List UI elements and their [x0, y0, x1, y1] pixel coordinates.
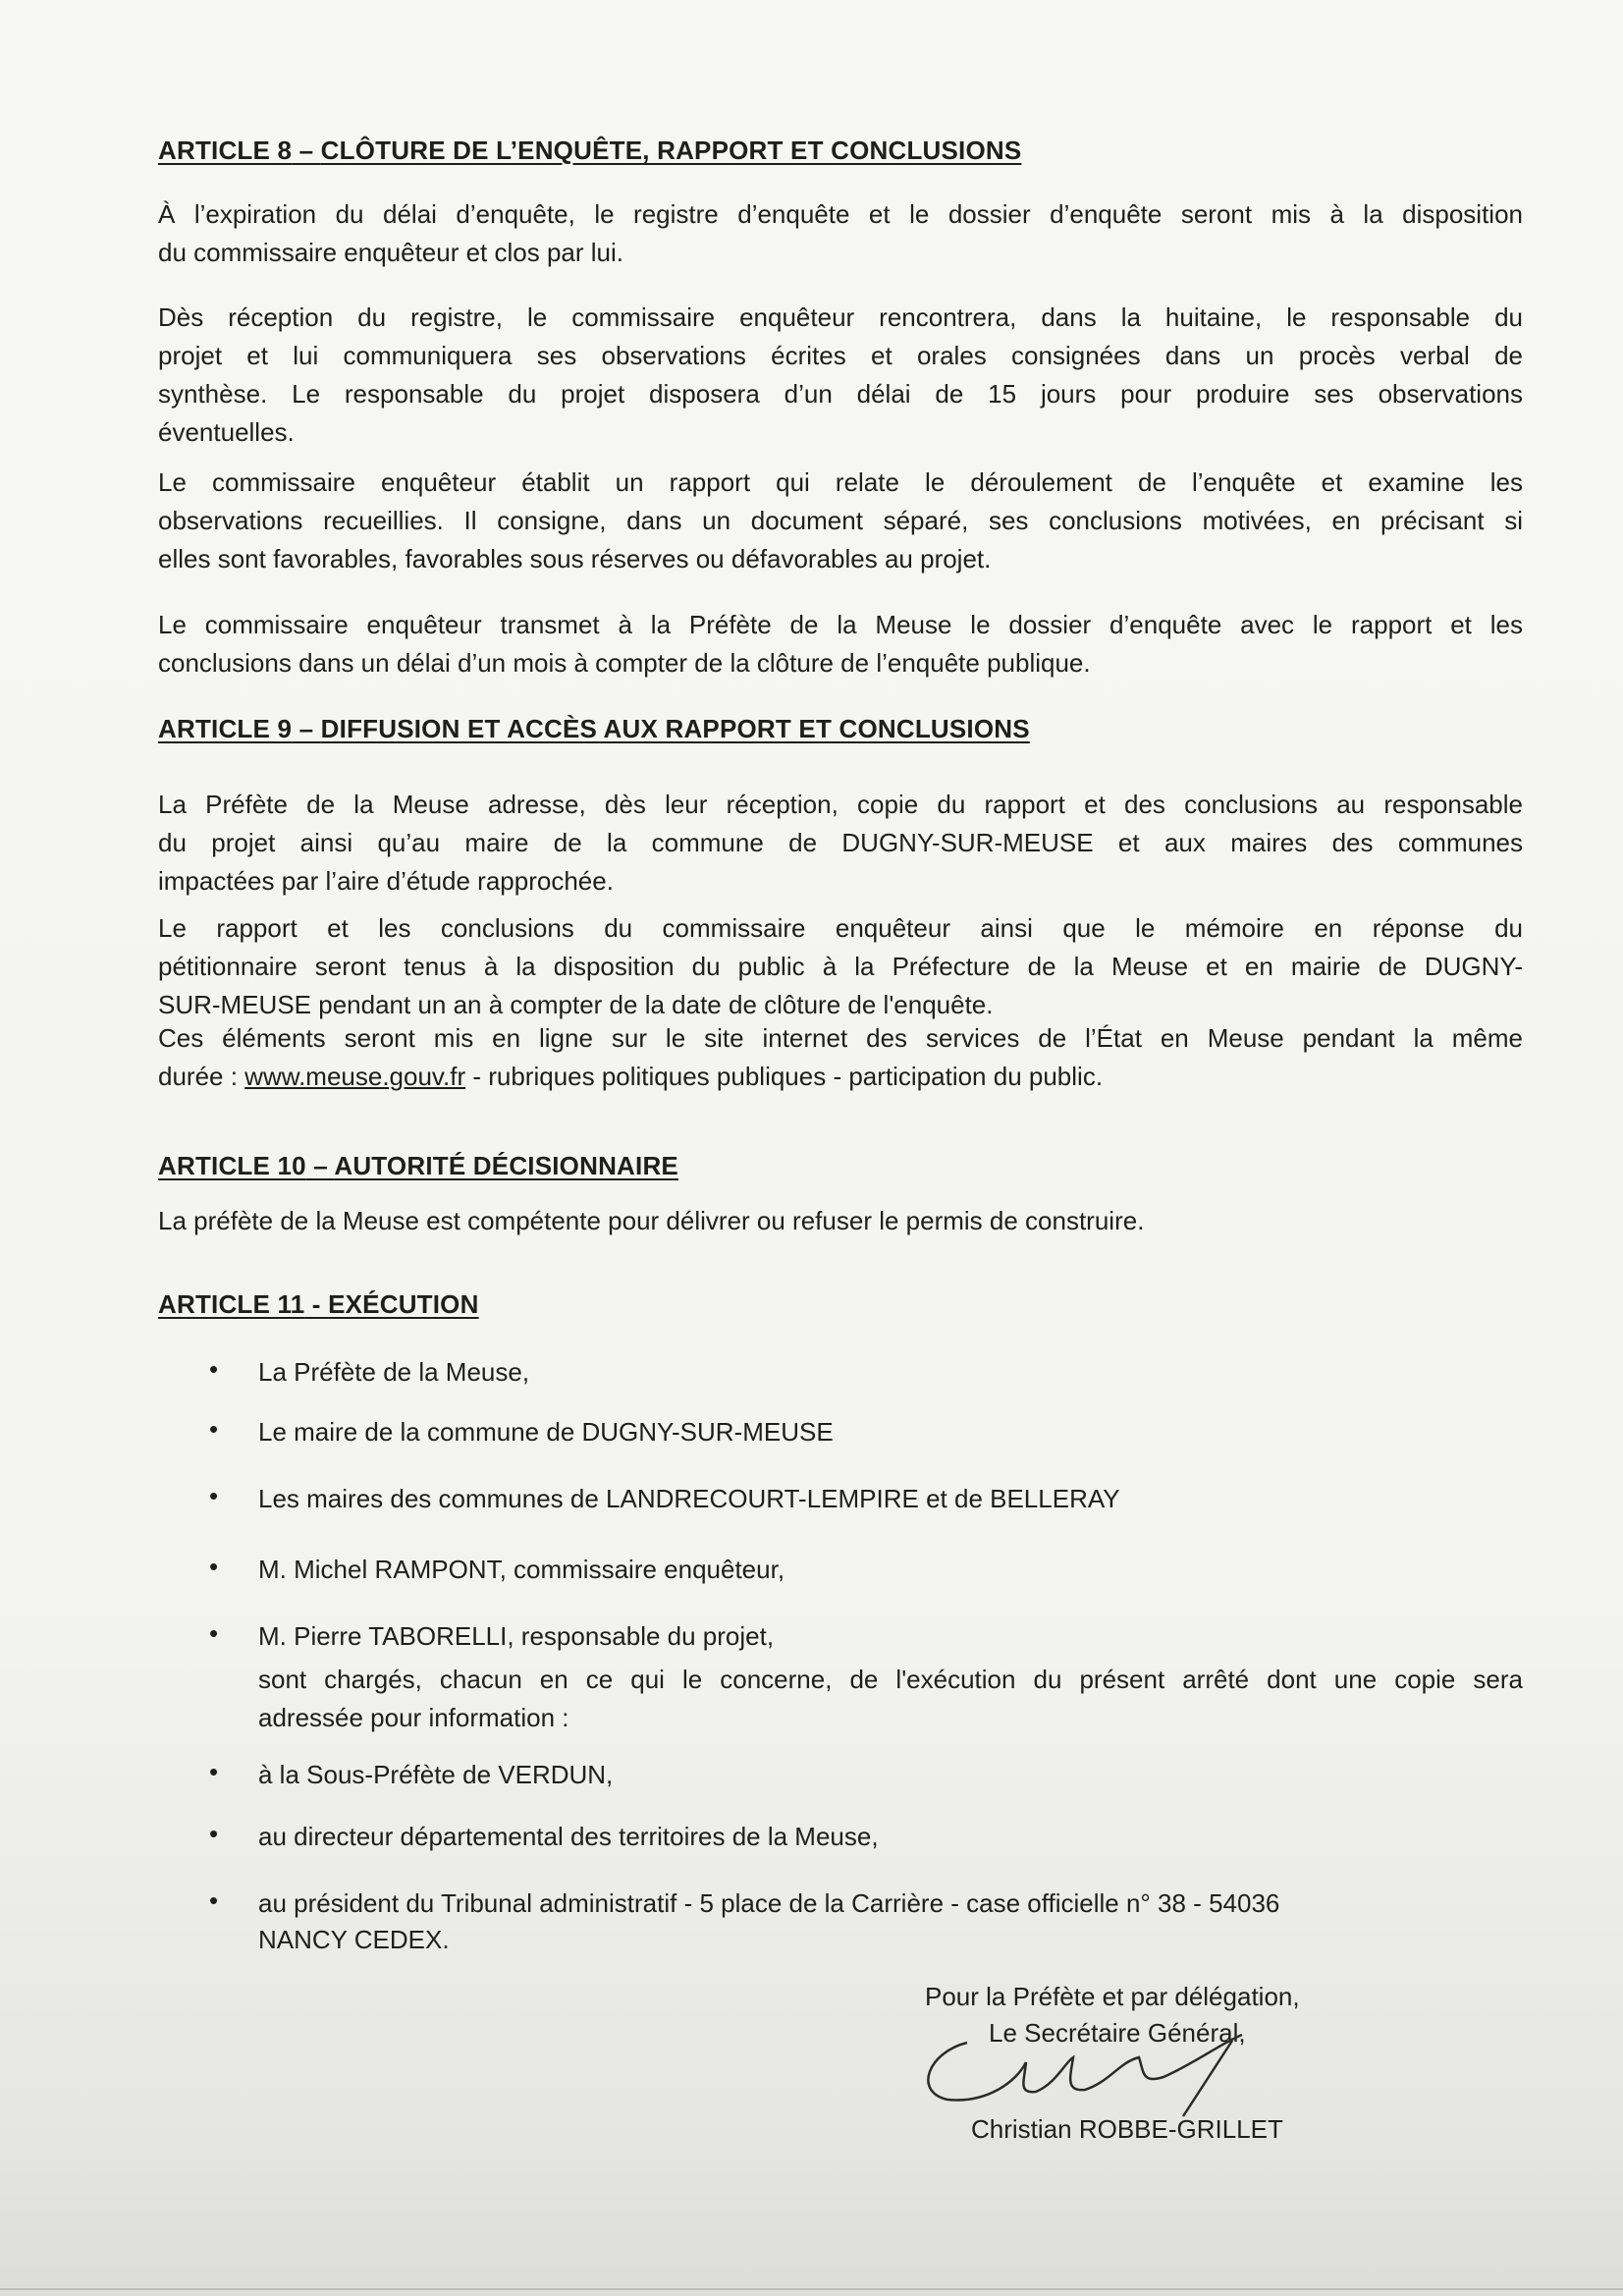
bullet-icon: •: [209, 1552, 219, 1581]
article-10-paragraph: [158, 1202, 1523, 1240]
article-9-online-paragraph: [158, 1019, 1523, 1096]
bullet-icon: •: [209, 1886, 219, 1915]
bullet-icon: •: [209, 1757, 219, 1786]
article-8-paragraph: [158, 606, 1523, 683]
text-line: Dès réception du registre, le commissaire enquêteur rencontrera, dans la huitaine, le responsable du: [158, 302, 1523, 332]
article-8-paragraph: [158, 299, 1523, 452]
bullet-icon: •: [209, 1481, 219, 1510]
bullet-icon: •: [209, 1414, 219, 1444]
text-line: elles sont favorables, favorables sous réserves ou défavorables au projet.: [158, 544, 992, 574]
handwritten-signature: [908, 2023, 1262, 2121]
text-line: sont chargés, chacun en ce qui le concerne, de l'exécution du présent arrêté dont une copie sera: [258, 1665, 1523, 1694]
text-line: pétitionnaire seront tenus à la disposition du public à la Préfecture de la Meuse et en mairie de DUGNY-: [158, 952, 1523, 981]
charged-party: La Préfète de la Meuse,: [258, 1357, 530, 1387]
article-10-heading: ARTICLE 10 – AUTORITÉ DÉCISIONNAIRE: [158, 1151, 678, 1180]
text-line: du commissaire enquêteur et clos par lui.: [158, 238, 624, 267]
bullet-icon: •: [209, 1819, 219, 1848]
bullet-icon: •: [209, 1618, 219, 1648]
text-line: conclusions dans un délai d’un mois à compter de la clôture de l’enquête publique.: [158, 648, 1091, 678]
article-8-paragraph: [158, 195, 1523, 272]
signatory-name: Christian ROBBE-GRILLET: [971, 2114, 1283, 2144]
charged-party: Les maires des communes de LANDRECOURT-LEMPIRE et de BELLERAY: [258, 1484, 1120, 1513]
text-line: Le rapport et les conclusions du commissaire enquêteur ainsi que le mémoire en réponse du: [158, 913, 1523, 943]
text-line: adressée pour information :: [258, 1703, 569, 1732]
charged-party: M. Pierre TABORELLI, responsable du projet,: [258, 1621, 775, 1651]
recipient: au président du Tribunal administratif - 5 place de la Carrière - case officielle n° 38 - 54036 NANCY CEDEX.: [258, 1888, 1280, 1954]
text-line: impactées par l’aire d’étude rapprochée.: [158, 866, 614, 896]
article-8-heading: ARTICLE 8 – CLÔTURE DE L’ENQUÊTE, RAPPORT ET CONCLUSIONS: [158, 136, 1022, 165]
signature-line-1: Pour la Préfète et par délégation,: [925, 1982, 1300, 2011]
recipient: à la Sous-Préfète de VERDUN,: [258, 1760, 614, 1789]
text-line: Le commissaire enquêteur établit un rapport qui relate le déroulement de l’enquête et examine les: [158, 467, 1523, 497]
charged-party: M. Michel RAMPONT, commissaire enquêteur,: [258, 1555, 785, 1584]
article-9-heading: ARTICLE 9 – DIFFUSION ET ACCÈS AUX RAPPORT ET CONCLUSIONS: [158, 714, 1030, 743]
page-edge-line: [0, 2288, 1623, 2290]
text-line: Le commissaire enquêteur transmet à la Préfète de la Meuse le dossier d’enquête avec le rapport et les: [158, 610, 1523, 639]
text-line: À l’expiration du délai d’enquête, le registre d’enquête et le dossier d’enquête seront mis à la disposition: [158, 199, 1523, 229]
charged-party: Le maire de la commune de DUGNY-SUR-MEUSE: [258, 1417, 834, 1447]
text-line: Ces éléments seront mis en ligne sur le site internet des services de l’État en Meuse pendant la même: [158, 1023, 1523, 1053]
text-line: La préfète de la Meuse est compétente pour délivrer ou refuser le permis de construire.: [158, 1206, 1145, 1235]
text-line: observations recueillies. Il consigne, dans un document séparé, ses conclusions motivées, en précisant si: [158, 506, 1523, 535]
bullet-icon: •: [209, 1354, 219, 1384]
article-9-paragraph: [158, 909, 1523, 1024]
text-line: éventuelles.: [158, 417, 295, 447]
text-line: synthèse. Le responsable du projet disposera d’un délai de 15 jours pour produire ses observations: [158, 379, 1523, 409]
meuse-gouv-link[interactable]: www.meuse.gouv.fr: [244, 1062, 466, 1091]
recipient: au directeur départemental des territoires de la Meuse,: [258, 1822, 879, 1851]
article-11-heading: ARTICLE 11 - EXÉCUTION: [158, 1289, 479, 1319]
text-line: SUR-MEUSE pendant un an à compter de la date de clôture de l'enquête.: [158, 990, 994, 1019]
text-line: du projet ainsi qu’au maire de la commune de DUGNY-SUR-MEUSE et aux maires des communes: [158, 828, 1523, 857]
article-9-paragraph: [158, 786, 1523, 901]
signature-line-2: Le Secrétaire Général,: [989, 2018, 1246, 2048]
execution-paragraph: [258, 1661, 1523, 1737]
text-line: projet et lui communiquera ses observations écrites et orales consignées dans un procès verbal de: [158, 341, 1523, 370]
text-line: La Préfète de la Meuse adresse, dès leur réception, copie du rapport et des conclusions au responsable: [158, 790, 1523, 819]
article-8-paragraph: [158, 464, 1523, 578]
text-line: durée : www.meuse.gouv.fr - rubriques politiques publiques - participation du public.: [158, 1062, 1104, 1091]
